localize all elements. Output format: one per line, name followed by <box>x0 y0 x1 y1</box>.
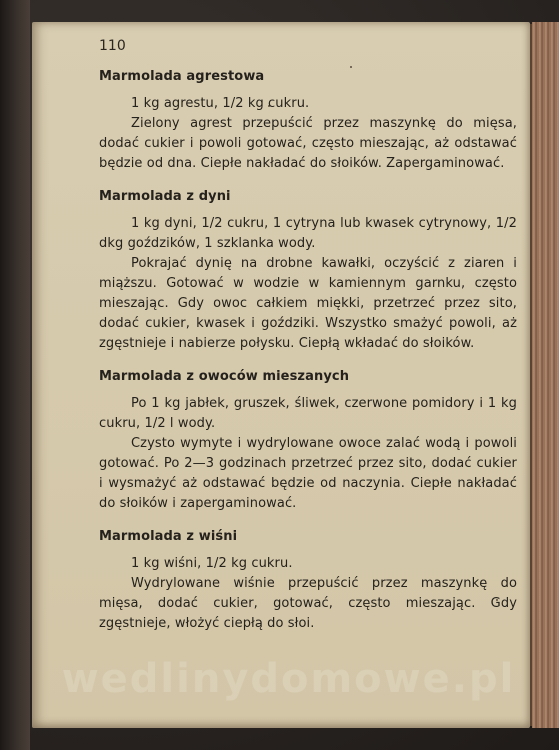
page-number: 110 <box>99 38 126 54</box>
recipe-section <box>99 368 517 514</box>
recipe-section <box>99 528 517 634</box>
ingredients-paragraph: Po 1 kg jabłek, gruszek, śliwek, czerwone pomidory i 1 kg cukru, 1/2 l wody. <box>99 396 517 431</box>
section-title: Marmolada z dyni <box>99 189 231 204</box>
section-title: Marmolada agrestowa <box>99 69 265 84</box>
instructions-paragraph: Zielony agrest przepuścić przez maszynkę do mięsa, dodać cukier i powoli gotować, często mieszając, aż odstawać będzie od dna. Ciepłe nakładać do słoików. Zapergaminować. <box>99 116 517 171</box>
recipe-section <box>99 68 517 174</box>
section-title: Marmolada z owoców mieszanych <box>99 369 350 384</box>
ingredients-paragraph: 1 kg dyni, 1/2 cukru, 1 cytryna lub kwasek cytrynowy, 1/2 dkg goździków, 1 szklanka wody. <box>99 216 517 251</box>
recipe-section <box>99 188 517 354</box>
page-content <box>99 68 517 634</box>
instructions-paragraph: Czysto wymyte i wydrylowane owoce zalać wodą i powoli gotować. Po 2—3 godzinach przetrzeć przez sito, dodać cukier i wysmażyć aż odstawać będzie od naczynia. Ciepłe nakładać do słoików i zapergaminować. <box>99 436 517 511</box>
ingredients-paragraph: 1 kg wiśni, 1/2 kg cukru. <box>131 556 293 571</box>
instructions-paragraph: Wydrylowane wiśnie przepuścić przez maszynkę do mięsa, dodać cukier, gotować, często mieszając. Gdy zgęstnieje, włożyć ciepłą do słoi. <box>99 576 517 631</box>
section-title: Marmolada z wiśni <box>99 529 238 544</box>
ingredients-paragraph: 1 kg agrestu, 1/2 kg cukru. <box>131 96 310 111</box>
book-cover-edge <box>0 0 30 750</box>
watermark-text: wedlinydomowe.pl <box>61 656 516 702</box>
instructions-paragraph: Pokrajać dynię na drobne kawałki, oczyścić z ziaren i miąższu. Gotować w wodzie w kamiennym garnku, często mieszając. Gdy owoc całkiem miękki, przetrzeć przez sito, dodać cukier, kwasek i goździki. Wszystko smażyć powoli, aż zgęstnieje i nabierze połysku. Ciepłą wkładać do słoików. <box>99 256 517 351</box>
page-stack <box>532 22 559 728</box>
